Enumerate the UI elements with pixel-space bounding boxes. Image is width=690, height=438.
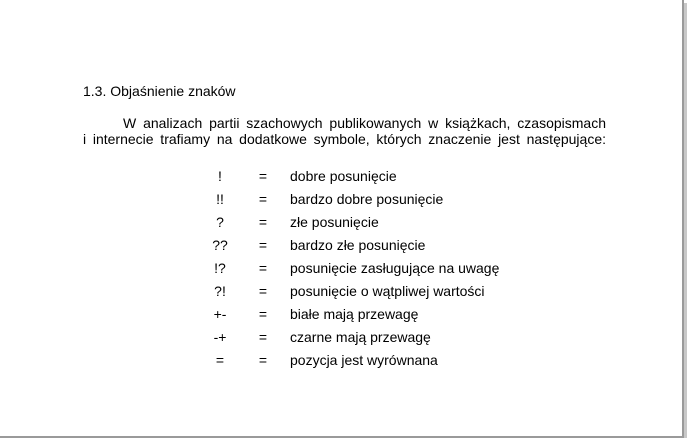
legend-symbol: ?! [214, 283, 226, 299]
legend-symbol: +- [213, 306, 227, 322]
legend-equals: = [258, 214, 268, 230]
legend-meaning: czarne mają przewagę [290, 329, 431, 345]
legend-equals: = [258, 191, 268, 207]
legend-row [190, 165, 550, 188]
legend-equals: = [258, 168, 268, 184]
legend-equals: = [258, 283, 268, 299]
legend-meaning: dobre posunięcie [290, 168, 397, 184]
legend-meaning: bardzo złe posunięcie [290, 237, 426, 253]
legend-symbol: !! [216, 191, 224, 207]
legend-row [190, 257, 550, 280]
legend-equals: = [258, 306, 268, 322]
legend-equals: = [258, 237, 268, 253]
legend-meaning: złe posunięcie [290, 214, 379, 230]
legend-symbol: = [215, 352, 225, 368]
legend-symbol: ! [218, 168, 222, 184]
legend-row [190, 188, 550, 211]
legend-row [190, 211, 550, 234]
legend-meaning: posunięcie o wątpliwej wartości [290, 283, 485, 299]
legend-symbol: ? [216, 214, 224, 230]
legend-equals: = [258, 329, 268, 345]
legend-row [190, 280, 550, 303]
legend-symbol: ?? [212, 237, 228, 253]
paragraph-line-1: W analizach partii szachowych publikowanych w książkach, czasopismach [123, 115, 606, 131]
legend-equals: = [258, 352, 268, 368]
legend-row [190, 326, 550, 349]
legend-row [190, 234, 550, 257]
section-heading: 1.3. Objaśnienie znaków [83, 83, 236, 99]
legend-meaning: pozycja jest wyrównana [290, 352, 438, 368]
legend-equals: = [258, 260, 268, 276]
legend-meaning: białe mają przewagę [290, 306, 419, 322]
paragraph-line-2: i internecie trafiamy na dodatkowe symbole, których znaczenie jest następujące: [83, 131, 606, 147]
symbol-legend [190, 165, 550, 372]
legend-symbol: !? [214, 260, 226, 276]
legend-row [190, 349, 550, 372]
legend-meaning: bardzo dobre posunięcie [290, 191, 444, 207]
legend-row [190, 303, 550, 326]
legend-meaning: posunięcie zasługujące na uwagę [290, 260, 500, 276]
legend-symbol: -+ [213, 329, 227, 345]
